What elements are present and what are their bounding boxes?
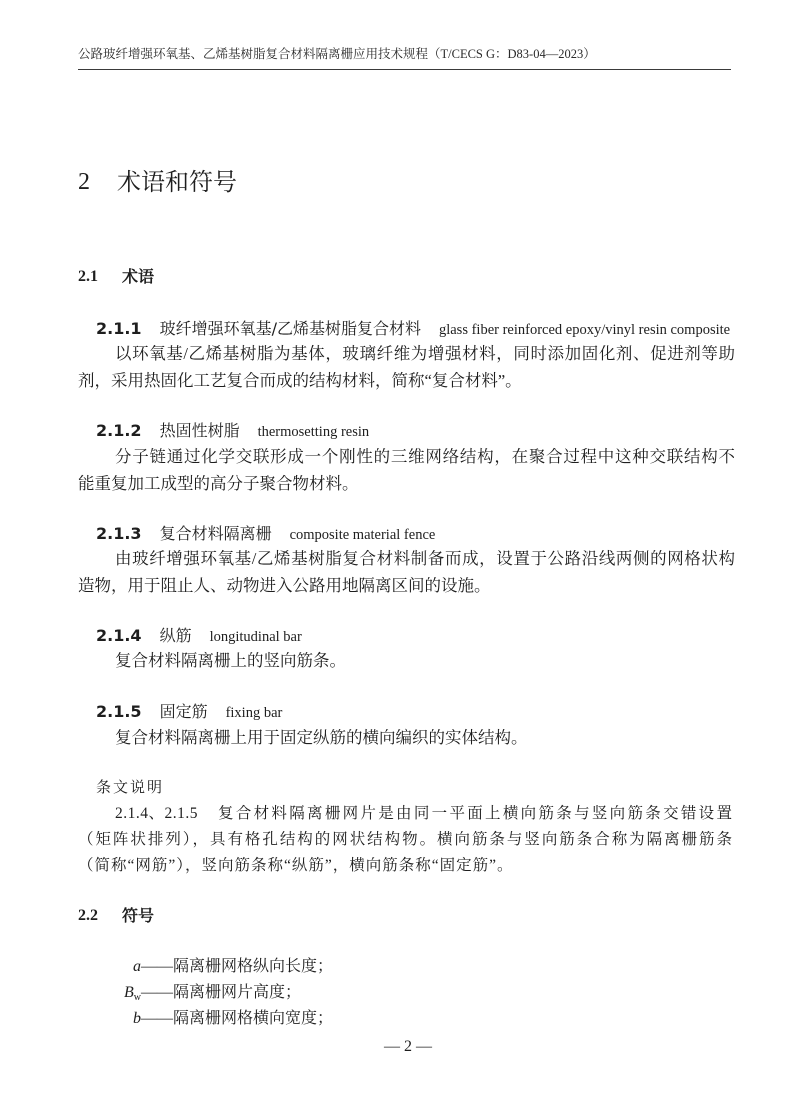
term-english: composite material fence	[289, 527, 436, 543]
term-heading	[96, 423, 369, 440]
section-heading-terms	[78, 269, 154, 285]
page-number: — 2 —	[384, 1038, 432, 1055]
term-definition-line: 造物，用于阻止人、动物进入公路用地隔离区间的设施。	[78, 576, 491, 595]
term-definition-line: 能重复加工成型的高分子聚合物材料。	[78, 474, 359, 493]
term-heading	[96, 526, 435, 543]
chapter-number: 2	[78, 169, 90, 195]
term-english: fixing bar	[225, 705, 283, 721]
chapter-title	[78, 170, 237, 194]
term-english: thermosetting resin	[257, 424, 370, 440]
symbol-entry	[100, 1011, 333, 1027]
section-heading-symbols	[78, 908, 154, 924]
term-heading	[96, 628, 302, 645]
symbol	[100, 959, 141, 975]
term-chinese: 复合材料隔离栅	[159, 524, 272, 543]
term-english: glass fiber reinforced epoxy/vinyl resin composite	[438, 322, 731, 338]
symbol-letter: B	[123, 984, 134, 1001]
term-definition-line: 由玻纤增强环氧基/乙烯基树脂复合材料制备而成，设置于公路沿线两侧的网格状构	[115, 549, 735, 568]
explanation-heading: 条文说明	[96, 780, 165, 796]
term-number: 2.1.1	[96, 319, 142, 338]
symbol-subscript: w	[133, 992, 141, 1003]
section-title: 术语	[122, 267, 155, 286]
term-number: 2.1.2	[96, 421, 142, 440]
explanation-text: 复合材料隔离栅网片是由同一平面上横向筋条与竖向筋条交错设置	[218, 805, 733, 822]
term-chinese: 固定筋	[159, 702, 208, 721]
header-rule	[78, 69, 731, 70]
term-chinese: 热固性树脂	[159, 421, 240, 440]
symbol	[100, 985, 141, 1003]
symbol-definition: ——隔离栅网片高度；	[141, 984, 302, 1001]
term-english: longitudinal bar	[209, 629, 302, 645]
term-definition-line: 分子链通过化学交联形成一个刚性的三维网络结构，在聚合过程中这种交联结构不	[115, 447, 735, 466]
chapter-title-text: 术语和符号	[117, 168, 237, 196]
term-chinese: 纵筋	[159, 626, 192, 645]
symbol	[100, 1011, 141, 1027]
symbol-letter: b	[133, 1010, 141, 1027]
term-heading	[96, 321, 730, 338]
explanation-line: （矩阵状排列），具有格孔结构的网状结构物。横向筋条与竖向筋条合称为隔离栅筋条	[78, 831, 733, 848]
section-number: 2.2	[78, 907, 98, 924]
section-title: 符号	[122, 906, 155, 925]
explanation-clause-refs: 2.1.4、2.1.5	[115, 805, 199, 822]
term-number: 2.1.5	[96, 702, 142, 721]
explanation-line	[115, 806, 733, 822]
section-number: 2.1	[78, 268, 98, 285]
symbol-entry	[100, 985, 301, 1003]
term-heading	[96, 704, 282, 721]
term-number: 2.1.3	[96, 524, 142, 543]
term-definition-line: 以环氧基/乙烯基树脂为基体，玻璃纤维为增强材料，同时添加固化剂、促进剂等助	[115, 344, 735, 363]
term-number: 2.1.4	[96, 626, 142, 645]
symbol-entry	[100, 959, 333, 975]
running-header: 公路玻纤增强环氧基、乙烯基树脂复合材料隔离栅应用技术规程（T/CECS G：D83-04—2023）	[78, 47, 596, 61]
symbol-letter: a	[133, 958, 141, 975]
symbol-definition: ——隔离栅网格横向宽度；	[141, 1010, 334, 1027]
symbol-definition: ——隔离栅网格纵向长度；	[141, 958, 334, 975]
term-definition-line: 复合材料隔离栅上用于固定纵筋的横向编织的实体结构。	[115, 728, 528, 747]
term-chinese: 玻纤增强环氧基/乙烯基树脂复合材料	[159, 319, 421, 338]
explanation-line: （简称“网筋”），竖向筋条称“纵筋”，横向筋条称“固定筋”。	[78, 857, 514, 874]
term-definition-line: 复合材料隔离栅上的竖向筋条。	[115, 651, 346, 670]
term-definition-line: 剂，采用热固化工艺复合而成的结构材料，简称“复合材料”。	[78, 371, 522, 390]
